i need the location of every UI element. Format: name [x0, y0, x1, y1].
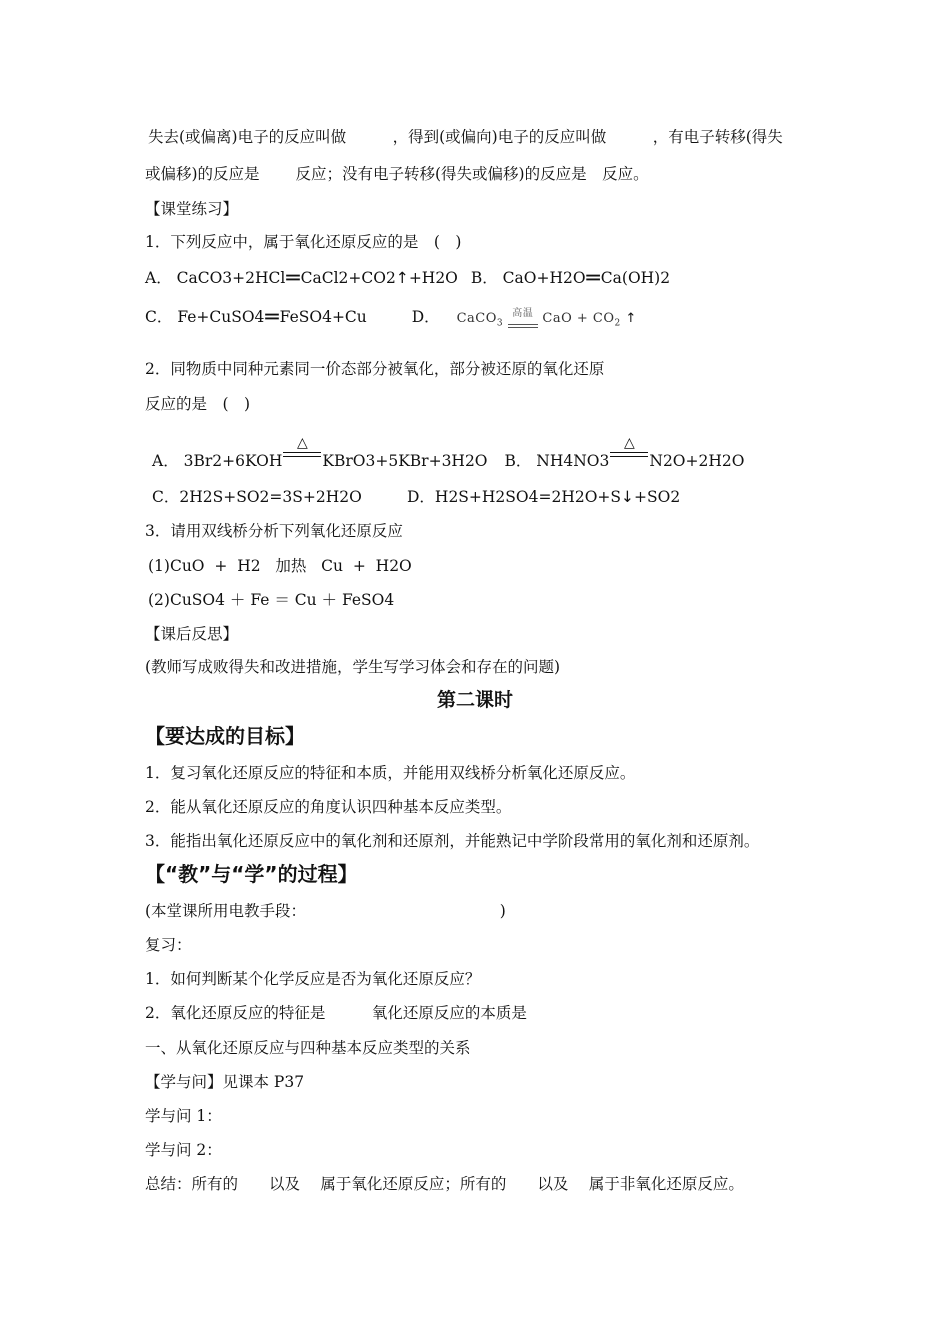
high-temp-condition: [508, 307, 538, 334]
q1-d-label: D．: [411, 308, 440, 326]
q1-c-right: FeSO4+Cu: [279, 308, 367, 326]
question-2-options-ab: [152, 435, 745, 471]
down-arrow-icon: ↓: [621, 488, 635, 506]
review-question-1: 1．如何判断某个化学反应是否为氧化还原反应？: [145, 970, 481, 988]
condition-bar: [610, 456, 648, 457]
q2-b-label: B．: [504, 452, 532, 470]
up-arrow-icon: ↑: [395, 269, 409, 287]
practice-header: 【课堂练习】: [145, 200, 239, 218]
condition-bar: [283, 452, 321, 453]
question-3: 3．请用双线桥分析下列氧化还原反应: [145, 522, 403, 540]
q2-a-label: A．: [152, 452, 179, 470]
q2-a-left: 3Br2+6KOH: [183, 452, 283, 470]
q2-d-tail: +SO2: [634, 488, 681, 506]
review-label: 复习：: [145, 936, 192, 954]
heat-condition: [283, 435, 321, 471]
part-1-heading: 一、从氧化还原反应与四种基本反应类型的关系: [145, 1039, 471, 1057]
q1-a-right: CaCl2+CO2: [300, 269, 396, 287]
question-1-options-cd: [145, 307, 636, 334]
q2-b-right: N2O+2H2O: [649, 452, 745, 470]
q2-d-formula: D．H2S+H2SO4=2H2O+S: [407, 488, 622, 506]
reflection-text: (教师写成败得失和改进措施，学生写学习体会和存在的问题): [145, 658, 561, 676]
goal-2: 2．能从氧化还原反应的角度认识四种基本反应类型。: [145, 798, 512, 816]
study-ask-2: 学与问 2：: [145, 1141, 222, 1159]
condition-bar: [610, 452, 648, 453]
q1-b-label: B．: [470, 269, 498, 287]
media-line: (本堂课所用电教手段： ): [145, 902, 506, 920]
q1-d-formula: [456, 307, 626, 329]
text-line-electron-transfer-1: 失去(或偏离)电子的反应叫做 ，得到(或偏向)电子的反应叫做 ，有电子转移(得失: [148, 128, 783, 146]
q1-d-sub1: 3: [496, 318, 504, 329]
triangle-heat-icon: △: [297, 435, 308, 451]
text-line-electron-transfer-2: 或偏移)的反应是 反应；没有电子转移(得失或偏移)的反应是 反应。: [145, 165, 649, 183]
study-ask-1: 学与问 1：: [145, 1107, 222, 1125]
equals-sign: ═: [586, 266, 600, 291]
summary-line: 总结：所有的 以及 属于氧化还原反应；所有的 以及 属于非氧化还原反应。: [145, 1175, 744, 1193]
heat-condition: [610, 435, 648, 471]
q1-a-label: A．: [145, 269, 172, 287]
high-temp-label: 高温: [512, 307, 534, 319]
q1-a-left: CaCO3+2HCl: [176, 269, 286, 287]
condition-bar: [508, 324, 538, 325]
equals-sign: ═: [286, 266, 300, 291]
up-arrow-icon: ↑: [625, 311, 637, 326]
q1-d-left: CaCO: [456, 311, 497, 326]
question-2-option-c: C．2H2S+SO2=3S+2H2O: [152, 488, 362, 506]
reflection-header: 【课后反思】: [145, 625, 239, 643]
q1-c-left: Fe+CuSO4: [177, 308, 265, 326]
q1-a-tail: +H2O: [408, 269, 458, 287]
process-header: 【“教”与“学”的过程】: [145, 862, 358, 886]
review-question-2: 2．氧化还原反应的特征是 氧化还原反应的本质是: [145, 1004, 527, 1022]
q1-d-right: CaO + CO: [542, 311, 615, 326]
question-2-line-1: 2．同物质中同种元素同一价态部分被氧化，部分被还原的氧化还原: [145, 360, 605, 378]
lesson-title: 第二课时: [436, 689, 513, 711]
condition-bar: [283, 456, 321, 457]
goals-header: 【要达成的目标】: [145, 724, 305, 748]
q1-b-right: Ca(OH)2: [600, 269, 671, 287]
goal-1: 1．复习氧化还原反应的特征和本质，并能用双线桥分析氧化还原反应。: [145, 764, 636, 782]
question-1-options-ab: [145, 266, 671, 291]
triangle-heat-icon: △: [623, 435, 635, 451]
question-2-line-2: 反应的是 ( ): [145, 395, 251, 413]
question-3-reaction-1: (1)CuO + H2 加热 Cu + H2O: [148, 557, 412, 575]
goal-3: 3．能指出氧化还原反应中的氧化剂和还原剂，并能熟记中学阶段常用的氧化剂和还原剂。: [145, 832, 760, 850]
q1-b-left: CaO+H2O: [502, 269, 586, 287]
study-ask-header: 【学与问】见课本 P37: [145, 1073, 305, 1091]
q1-d-sub2: 2: [614, 318, 621, 329]
condition-bar: [508, 327, 538, 328]
question-2-option-d: [407, 487, 680, 507]
equals-sign: ═: [265, 305, 279, 330]
q2-b-left: NH4NO3: [536, 452, 610, 470]
q2-a-right: KBrO3+5KBr+3H2O: [322, 452, 488, 470]
question-1: 1．下列反应中，属于氧化还原反应的是 ( ): [145, 233, 462, 251]
q1-c-label: C．: [145, 308, 173, 326]
question-3-reaction-2: (2)CuSO4 ＋ Fe ＝ Cu ＋ FeSO4: [148, 591, 395, 609]
